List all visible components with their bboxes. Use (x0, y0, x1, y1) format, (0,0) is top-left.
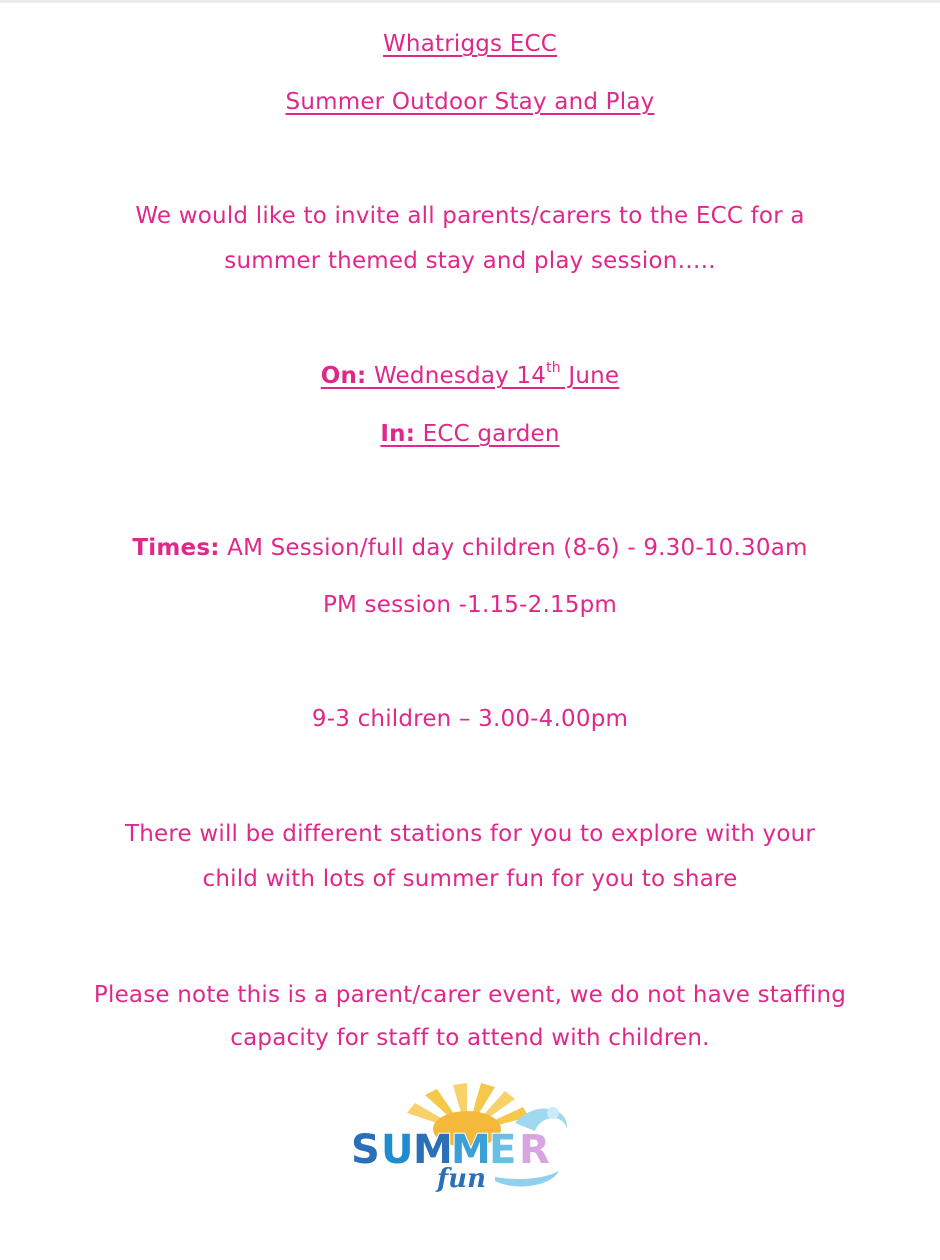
date-label: On: (320, 363, 367, 389)
logo-letter: S (351, 1127, 380, 1173)
intro-line-1: We would like to invite all parents/carers to the ECC for a (135, 203, 805, 229)
location-label: In: (380, 421, 416, 447)
stations-line-1: There will be different stations for you to explore with your (124, 821, 816, 847)
location-value: ECC garden (415, 421, 560, 447)
note-line-1: Please note this is a parent/carer event, we do not have staffing (93, 982, 847, 1008)
times-line (0, 533, 940, 563)
date-value: Wednesday 14 (366, 363, 547, 389)
logo-letter: M (413, 1127, 453, 1173)
logo-letter: R (519, 1127, 550, 1173)
note-line-2: capacity for staff to attend with children. (230, 1025, 710, 1051)
logo-letter: E (489, 1127, 517, 1173)
event-title: Summer Outdoor Stay and Play (285, 89, 655, 115)
intro-line-2: summer themed stay and play session….. (224, 248, 716, 274)
summer-fun-logo (345, 1083, 590, 1195)
times-label: Times: (132, 535, 220, 561)
nine-three-session-text: 9-3 children – 3.00-4.00pm (311, 706, 629, 732)
fun-wordmark: fun (437, 1164, 486, 1194)
logo-letter: M (451, 1127, 491, 1173)
location-line (0, 419, 940, 449)
date-line (0, 361, 940, 391)
org-title: Whatriggs ECC (382, 31, 558, 57)
pm-session-text: PM session -1.15-2.15pm (322, 592, 618, 618)
logo-letter: U (381, 1127, 414, 1173)
date-ordinal: th (546, 360, 561, 377)
am-session-text: AM Session/full day children (8-6) - 9.30-10.30am (219, 535, 808, 561)
stations-line-2: child with lots of summer fun for you to share (202, 866, 738, 892)
top-divider (0, 0, 940, 3)
date-month: June (560, 363, 620, 389)
